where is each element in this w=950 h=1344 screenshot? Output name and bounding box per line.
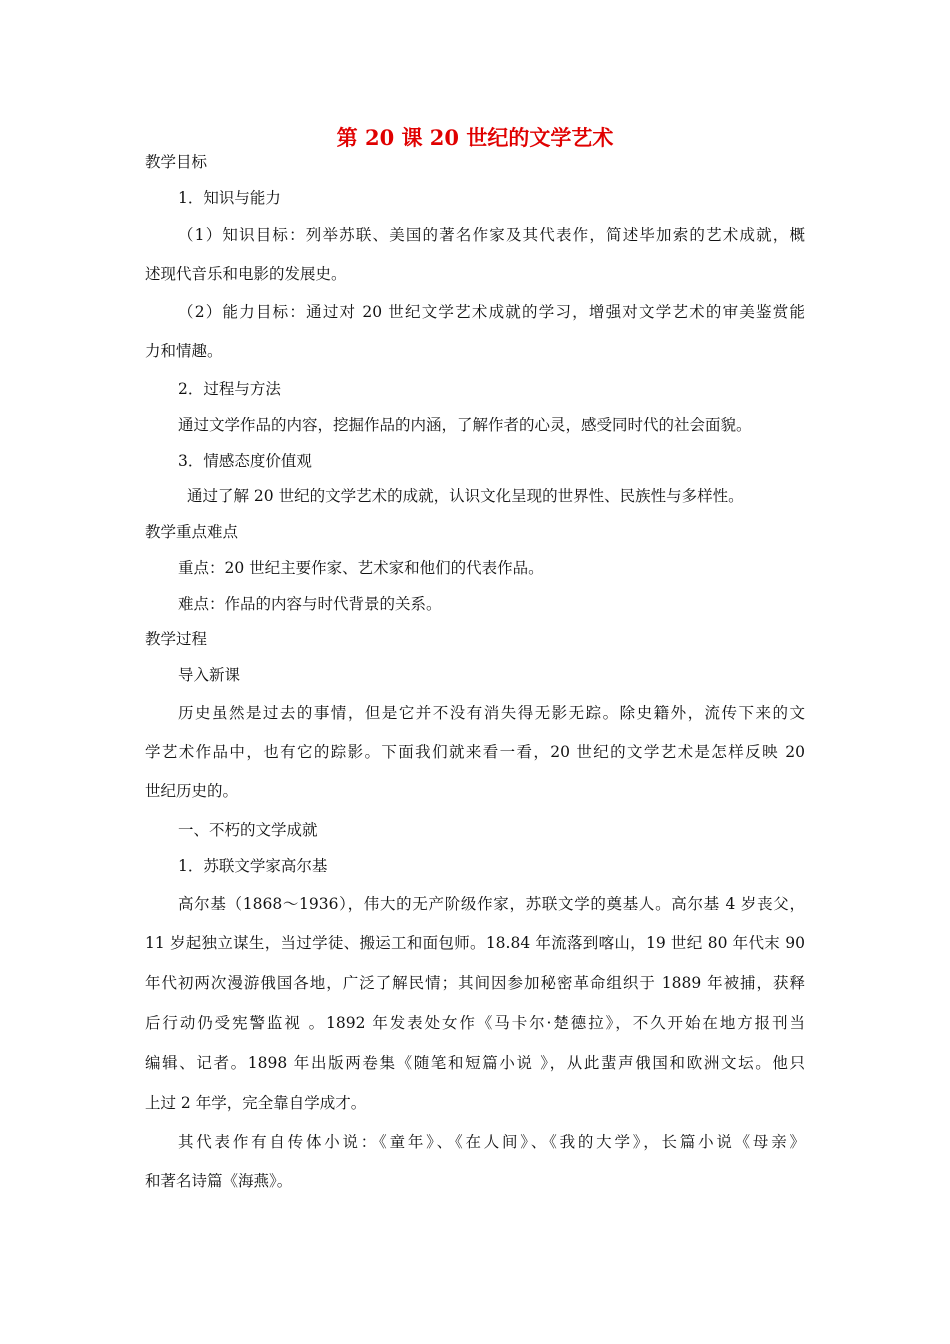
- page-title: 第 20 课 20 世纪的文学艺术: [336, 125, 614, 150]
- paragraph-line: 难点：作品的内容与时代背景的关系。: [178, 595, 442, 613]
- subheading-knowledge-ability: 1．知识与能力: [178, 189, 281, 207]
- heading-teaching-process: 教学过程: [145, 630, 208, 648]
- paragraph-line: 高尔基（1868～1936），伟大的无产阶级作家，苏联文学的奠基人。高尔基 4 岁丧父，: [178, 895, 805, 913]
- paragraph-line: 上过 2 年学，完全靠自学成才。: [145, 1094, 367, 1112]
- paragraph-line: 历史虽然是过去的事情，但是它并不没有消失得无影无踪。除史籍外，流传下来的文: [178, 704, 805, 722]
- paragraph-line: （1）知识目标：列举苏联、美国的著名作家及其代表作，简述毕加索的艺术成就，概: [178, 226, 805, 244]
- heading-teaching-goals: 教学目标: [145, 153, 208, 171]
- paragraph-line: 力和情趣。: [145, 342, 223, 360]
- subheading-gorky: 1．苏联文学家高尔基: [178, 857, 328, 875]
- paragraph-line: 世纪历史的。: [145, 782, 239, 800]
- paragraph-line: 通过文学作品的内容，挖掘作品的内涵，了解作者的心灵，感受同时代的社会面貌。: [178, 416, 752, 434]
- subheading-introduction: 导入新课: [178, 666, 241, 684]
- paragraph-line: 和著名诗篇《海燕》。: [145, 1172, 293, 1190]
- paragraph-line: 述现代音乐和电影的发展史。: [145, 265, 347, 283]
- paragraph-line: 通过了解 20 世纪的文学艺术的成就，认识文化呈现的世界性、民族性与多样性。: [187, 487, 744, 505]
- paragraph-line: 11 岁起独立谋生，当过学徒、搬运工和面包师。18.84 年流落到喀山，19 世纪 80 年代末 90: [145, 934, 805, 952]
- subheading-attitude-values: 3．情感态度价值观: [178, 452, 312, 470]
- paragraph-line: 重点：20 世纪主要作家、艺术家和他们的代表作品。: [178, 559, 544, 577]
- paragraph-line: 编辑、记者。1898 年出版两卷集《随笔和短篇小说 》，从此蜚声俄国和欧洲文坛。他只: [145, 1054, 805, 1072]
- heading-key-points: 教学重点难点: [145, 523, 239, 541]
- paragraph-line: 其代表作有自传体小说：《童年》、《在人间》、《我的大学》，长篇小说《母亲》: [178, 1133, 805, 1151]
- paragraph-line: 后行动仍受宪警监视 。1892 年发表处女作《马卡尔·楚德拉》，不久开始在地方报刊当: [145, 1014, 805, 1032]
- paragraph-line: 年代初两次漫游俄国各地，广泛了解民情；其间因参加秘密革命组织于 1889 年被捕，获释: [145, 974, 805, 992]
- paragraph-line: 学艺术作品中，也有它的踪影。下面我们就来看一看，20 世纪的文学艺术是怎样反映 20: [145, 743, 805, 761]
- paragraph-line: （2）能力目标：通过对 20 世纪文学艺术成就的学习，增强对文学艺术的审美鉴赏能: [178, 303, 805, 321]
- section-heading-literature: 一、不朽的文学成就: [178, 821, 318, 839]
- subheading-process-method: 2．过程与方法: [178, 380, 281, 398]
